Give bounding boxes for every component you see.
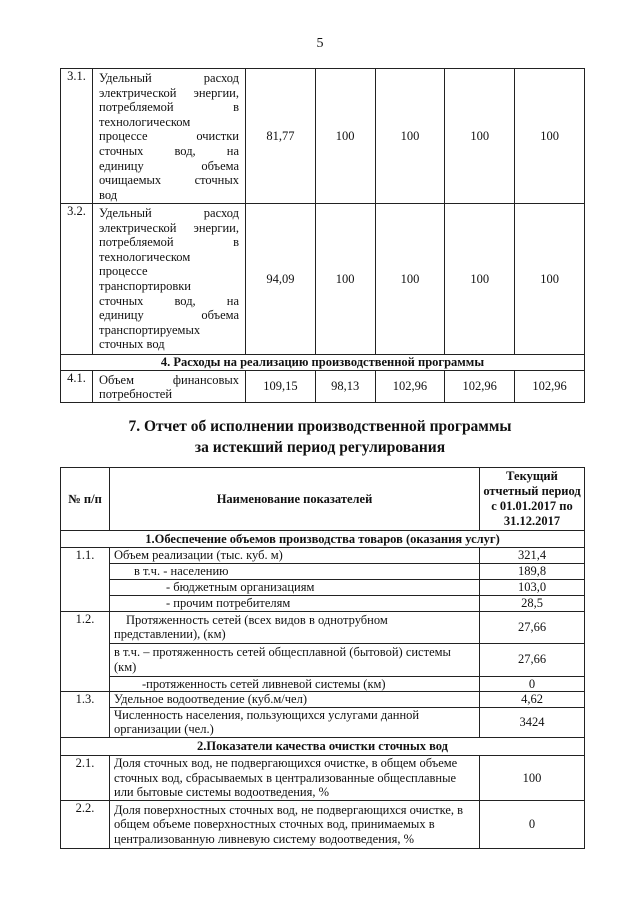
header-name: Наименование показателей [110,468,480,531]
row-name: Объем реализации (тыс. куб. м) [110,548,480,564]
report-table [60,467,585,849]
value-cell: 100 [445,69,515,204]
section-row [61,355,585,371]
header-line: 31.12.2017 [503,514,561,528]
header-row [61,468,585,531]
row-description [93,370,246,402]
row-value: 103,0 [480,579,585,595]
value-cell: 102,96 [445,370,515,402]
section-title [0,416,640,458]
value-cell: 100 [445,204,515,355]
section-heading: 1.Обеспечение объемов производства товаров (оказания услуг) [61,531,585,548]
header-line: отчетный период [483,484,581,498]
row-value: 0 [480,800,585,848]
row-number: 3.1. [61,69,93,204]
row-value: 27,66 [480,611,585,643]
desc-line: Удельный расход [99,71,239,85]
row-number: 1.3. [61,692,110,738]
row-number: 2.1. [61,755,110,800]
row-number: 3.2. [61,204,93,355]
row-name: Удельное водоотведение (куб.м/чел) [110,692,480,708]
table-row [61,579,585,595]
value-cell: 81,77 [246,69,316,204]
table-row [61,204,585,355]
table-row [61,707,585,737]
value-cell: 100 [315,69,375,204]
row-value: 3424 [480,707,585,737]
page-number: 5 [316,36,324,51]
desc-line: единицу объема [99,308,239,323]
row-description [93,204,246,355]
row-value: 100 [480,755,585,800]
row-value: 189,8 [480,564,585,580]
table-row [61,676,585,692]
value-cell: 100 [515,204,585,355]
desc-line: сточных вод, на [99,293,239,308]
section-row [61,531,585,548]
row-name: - прочим потребителям [110,595,480,611]
desc-line: процессе очистки [99,129,239,144]
row-number: 1.2. [61,611,110,692]
row-value: 0 [480,676,585,692]
value-cell: 94,09 [246,204,316,355]
table-row [61,564,585,580]
row-number: 1.1. [61,548,110,612]
row-value: 27,66 [480,643,585,676]
row-name: в т.ч. - населению [110,564,480,580]
title-line: 7. Отчет об исполнении производственной программы [128,418,512,435]
row-name: - бюджетным организациям [110,579,480,595]
row-number: 4.1. [61,370,93,402]
section-row [61,737,585,755]
table-row [61,611,585,643]
row-value: 28,5 [480,595,585,611]
desc-line: электрической энергии, [99,220,239,235]
desc-line: технологическом [99,114,191,129]
desc-line: сточных вод, на [99,143,239,158]
desc-line: потребляемой в [99,100,239,115]
table-row [61,800,585,848]
table-row [61,692,585,708]
value-cell: 100 [515,69,585,204]
row-name: Протяженность сетей (всех видов в однотрубном представлении), (км) [110,611,480,643]
row-name: -протяженность сетей ливневой системы (км) [110,676,480,692]
table-row [61,755,585,800]
value-cell: 100 [375,204,445,355]
section-heading: 2.Показатели качества очистки сточных вод [61,737,585,755]
value-cell: 109,15 [246,370,316,402]
value-cell: 102,96 [375,370,445,402]
header-line: с 01.01.2017 по [491,499,573,513]
value-cell: 100 [315,204,375,355]
row-name: Численность населения, пользующихся услугами данной организации (чел.) [110,707,480,737]
row-description [93,69,246,204]
desc-line: электрической энергии, [99,85,239,100]
desc-line: процессе [99,264,148,279]
table-row [61,595,585,611]
table-row [61,643,585,676]
row-name: в т.ч. – протяженность сетей общесплавной (бытовой) системы (км) [110,643,480,676]
desc-line: Удельный расход [99,206,239,220]
table-row [61,548,585,564]
value-cell: 98,13 [315,370,375,402]
table-row [61,69,585,204]
row-value: 321,4 [480,548,585,564]
desc-line: транспортировки [99,278,191,293]
header-line: Текущий [506,469,558,483]
row-name: Доля поверхностных сточных вод, не подвергающихся очистке, в общем объеме поверхностных сточных вод, принимаемых в централизованную ливневую систему водоотведения, % [110,800,480,848]
table-row [61,370,585,402]
indicators-table [60,68,585,403]
desc-line: вод [99,187,118,202]
desc-line: потребностей [99,387,173,402]
row-value: 4,62 [480,692,585,708]
row-name: Доля сточных вод, не подвергающихся очистке, в общем объеме сточных вод, сбрасываемых в централизованные общесплавные или бытовые системы водоотведения, % [110,755,480,800]
desc-line: очищаемых сточных [99,173,239,188]
value-cell: 102,96 [515,370,585,402]
title-line: за истекший период регулирования [194,439,446,456]
header-num: № п/п [61,468,110,531]
section-heading: 4. Расходы на реализацию производственной программы [61,355,585,371]
header-period [480,468,585,531]
desc-line: единицу объема [99,158,239,173]
value-cell: 100 [375,69,445,204]
row-number: 2.2. [61,800,110,848]
desc-line: технологическом [99,249,191,264]
desc-line: Объем финансовых [99,372,239,387]
desc-line: транспортируемых [99,322,201,337]
desc-line: сточных вод [99,337,165,352]
desc-line: потребляемой в [99,235,239,250]
